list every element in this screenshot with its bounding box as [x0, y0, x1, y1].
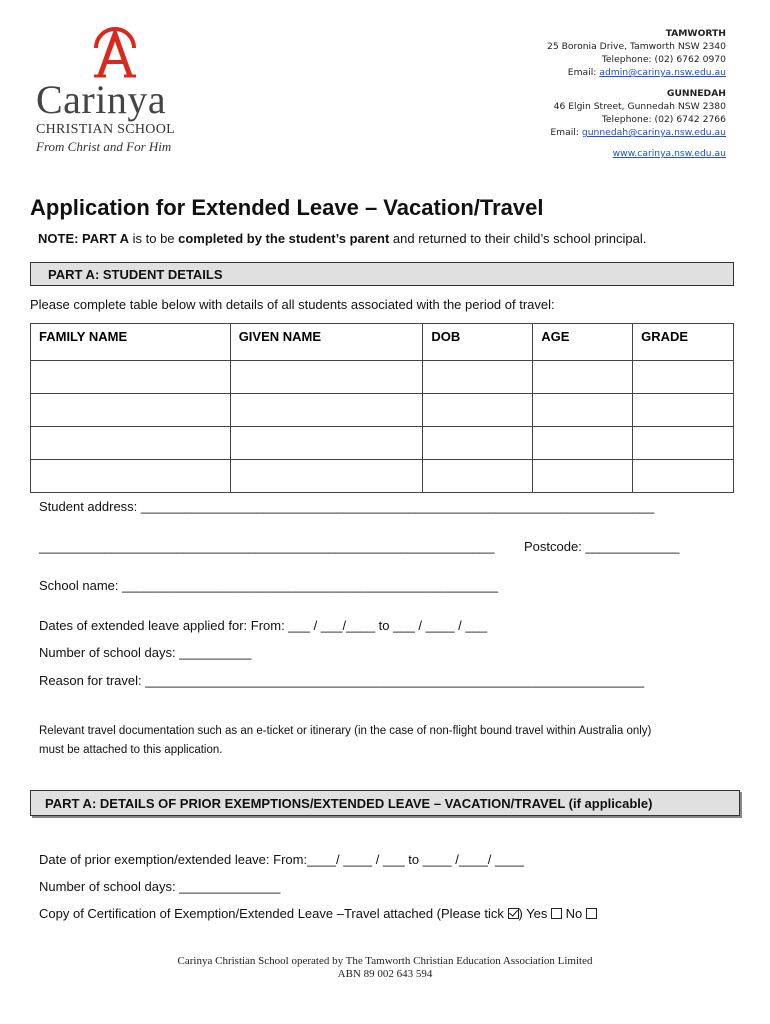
- table-row: [31, 394, 734, 427]
- table-cell[interactable]: [423, 460, 533, 493]
- column-header: AGE: [533, 324, 633, 361]
- gunnedah-email-row: [466, 126, 726, 139]
- contact-block: [466, 27, 726, 160]
- table-cell[interactable]: [31, 460, 231, 493]
- table-cell[interactable]: [423, 427, 533, 460]
- table-row: [31, 427, 734, 460]
- leave-dates-field[interactable]: Dates of extended leave applied for: From: ___ / ___/____ to ___ / ____ / ___: [39, 618, 488, 633]
- gunnedah-phone: Telephone: (02) 6742 2766: [601, 114, 726, 125]
- table-cell[interactable]: [230, 394, 423, 427]
- table-cell[interactable]: [31, 394, 231, 427]
- logo-tagline: From Christ and For Him: [36, 139, 172, 154]
- column-header: FAMILY NAME: [31, 324, 231, 361]
- table-cell[interactable]: [633, 394, 734, 427]
- table-cell[interactable]: [230, 427, 423, 460]
- table-cell[interactable]: [533, 394, 633, 427]
- tamworth-email-row: [466, 66, 726, 79]
- table-cell[interactable]: [533, 427, 633, 460]
- section-prior-exemptions-heading: PART A: DETAILS OF PRIOR EXEMPTIONS/EXTENDED LEAVE – VACATION/TRAVEL (if applicable): [30, 790, 740, 816]
- column-header: GRADE: [633, 324, 734, 361]
- tamworth-phone: Telephone: (02) 6762 0970: [601, 54, 726, 65]
- prior-exemption-date-field[interactable]: Date of prior exemption/extended leave: From:____/ ____ / ___ to ____ /____/ ____: [39, 852, 524, 867]
- table-header-row: [31, 324, 734, 361]
- page-footer: [0, 955, 770, 981]
- footer-line1: Carinya Christian School operated by The Tamworth Christian Education Association Limited: [177, 955, 593, 967]
- table-cell[interactable]: [633, 427, 734, 460]
- tick-example-icon: [508, 908, 519, 919]
- address-line2-field[interactable]: _______________________________________________________________: [39, 539, 495, 554]
- table-cell[interactable]: [423, 361, 533, 394]
- postcode-field[interactable]: Postcode: _____________: [524, 539, 680, 554]
- website-link[interactable]: www.carinya.nsw.edu.au: [612, 148, 726, 159]
- certification-attached-row: Copy of Certification of Exemption/Extended Leave –Travel attached (Please tick ) Yes No: [39, 906, 597, 921]
- page-title: Application for Extended Leave – Vacation/Travel: [30, 195, 544, 220]
- tamworth-address: 25 Boronia Drive, Tamworth NSW 2340: [546, 41, 726, 52]
- reason-field[interactable]: Reason for travel: _____________________________________________________________________: [39, 673, 645, 688]
- table-cell[interactable]: [423, 394, 533, 427]
- section-student-details-heading: PART A: STUDENT DETAILS: [30, 262, 734, 286]
- table-cell[interactable]: [533, 361, 633, 394]
- table-cell[interactable]: [633, 460, 734, 493]
- email-label: Email:: [550, 127, 582, 138]
- carinya-a-logo-icon: [90, 26, 140, 78]
- yes-checkbox[interactable]: [551, 908, 562, 919]
- logo-school: CHRISTIAN SCHOOL: [36, 122, 175, 137]
- table-row: [31, 361, 734, 394]
- tamworth-email-link[interactable]: admin@carinya.nsw.edu.au: [599, 67, 726, 78]
- email-label: Email:: [567, 67, 600, 78]
- student-address-field[interactable]: Student address: _______________________________________________________________________: [39, 499, 655, 514]
- column-header: GIVEN NAME: [230, 324, 423, 361]
- gunnedah-email-link[interactable]: gunnedah@carinya.nsw.edu.au: [581, 127, 726, 138]
- tamworth-heading: TAMWORTH: [665, 28, 726, 39]
- prior-school-days-field[interactable]: Number of school days: ______________: [39, 879, 281, 894]
- documentation-note: Relevant travel documentation such as an e-ticket or itinerary (in the case of non-flight bound travel within Australia only) must be attached to this application.: [39, 725, 652, 756]
- table-row: [31, 460, 734, 493]
- footer-abn: ABN 89 002 643 594: [337, 968, 433, 980]
- column-header: DOB: [423, 324, 533, 361]
- table-cell[interactable]: [31, 361, 231, 394]
- table-cell[interactable]: [230, 460, 423, 493]
- school-name-field[interactable]: School name: ____________________________________________________: [39, 578, 499, 593]
- table-cell[interactable]: [230, 361, 423, 394]
- table-intro: Please complete table below with details of all students associated with the period of travel:: [30, 297, 555, 312]
- school-logo: [36, 26, 206, 156]
- students-table: [30, 323, 734, 493]
- table-cell[interactable]: [633, 361, 734, 394]
- school-days-field[interactable]: Number of school days: __________: [39, 645, 252, 660]
- gunnedah-heading: GUNNEDAH: [666, 88, 726, 99]
- note-text: NOTE: PART A is to be completed by the student’s parent and returned to their child’s school principal.: [38, 231, 647, 246]
- table-cell[interactable]: [533, 460, 633, 493]
- logo-name: Carinya: [36, 77, 167, 122]
- table-cell[interactable]: [31, 427, 231, 460]
- no-checkbox[interactable]: [586, 908, 597, 919]
- gunnedah-address: 46 Elgin Street, Gunnedah NSW 2380: [553, 101, 726, 112]
